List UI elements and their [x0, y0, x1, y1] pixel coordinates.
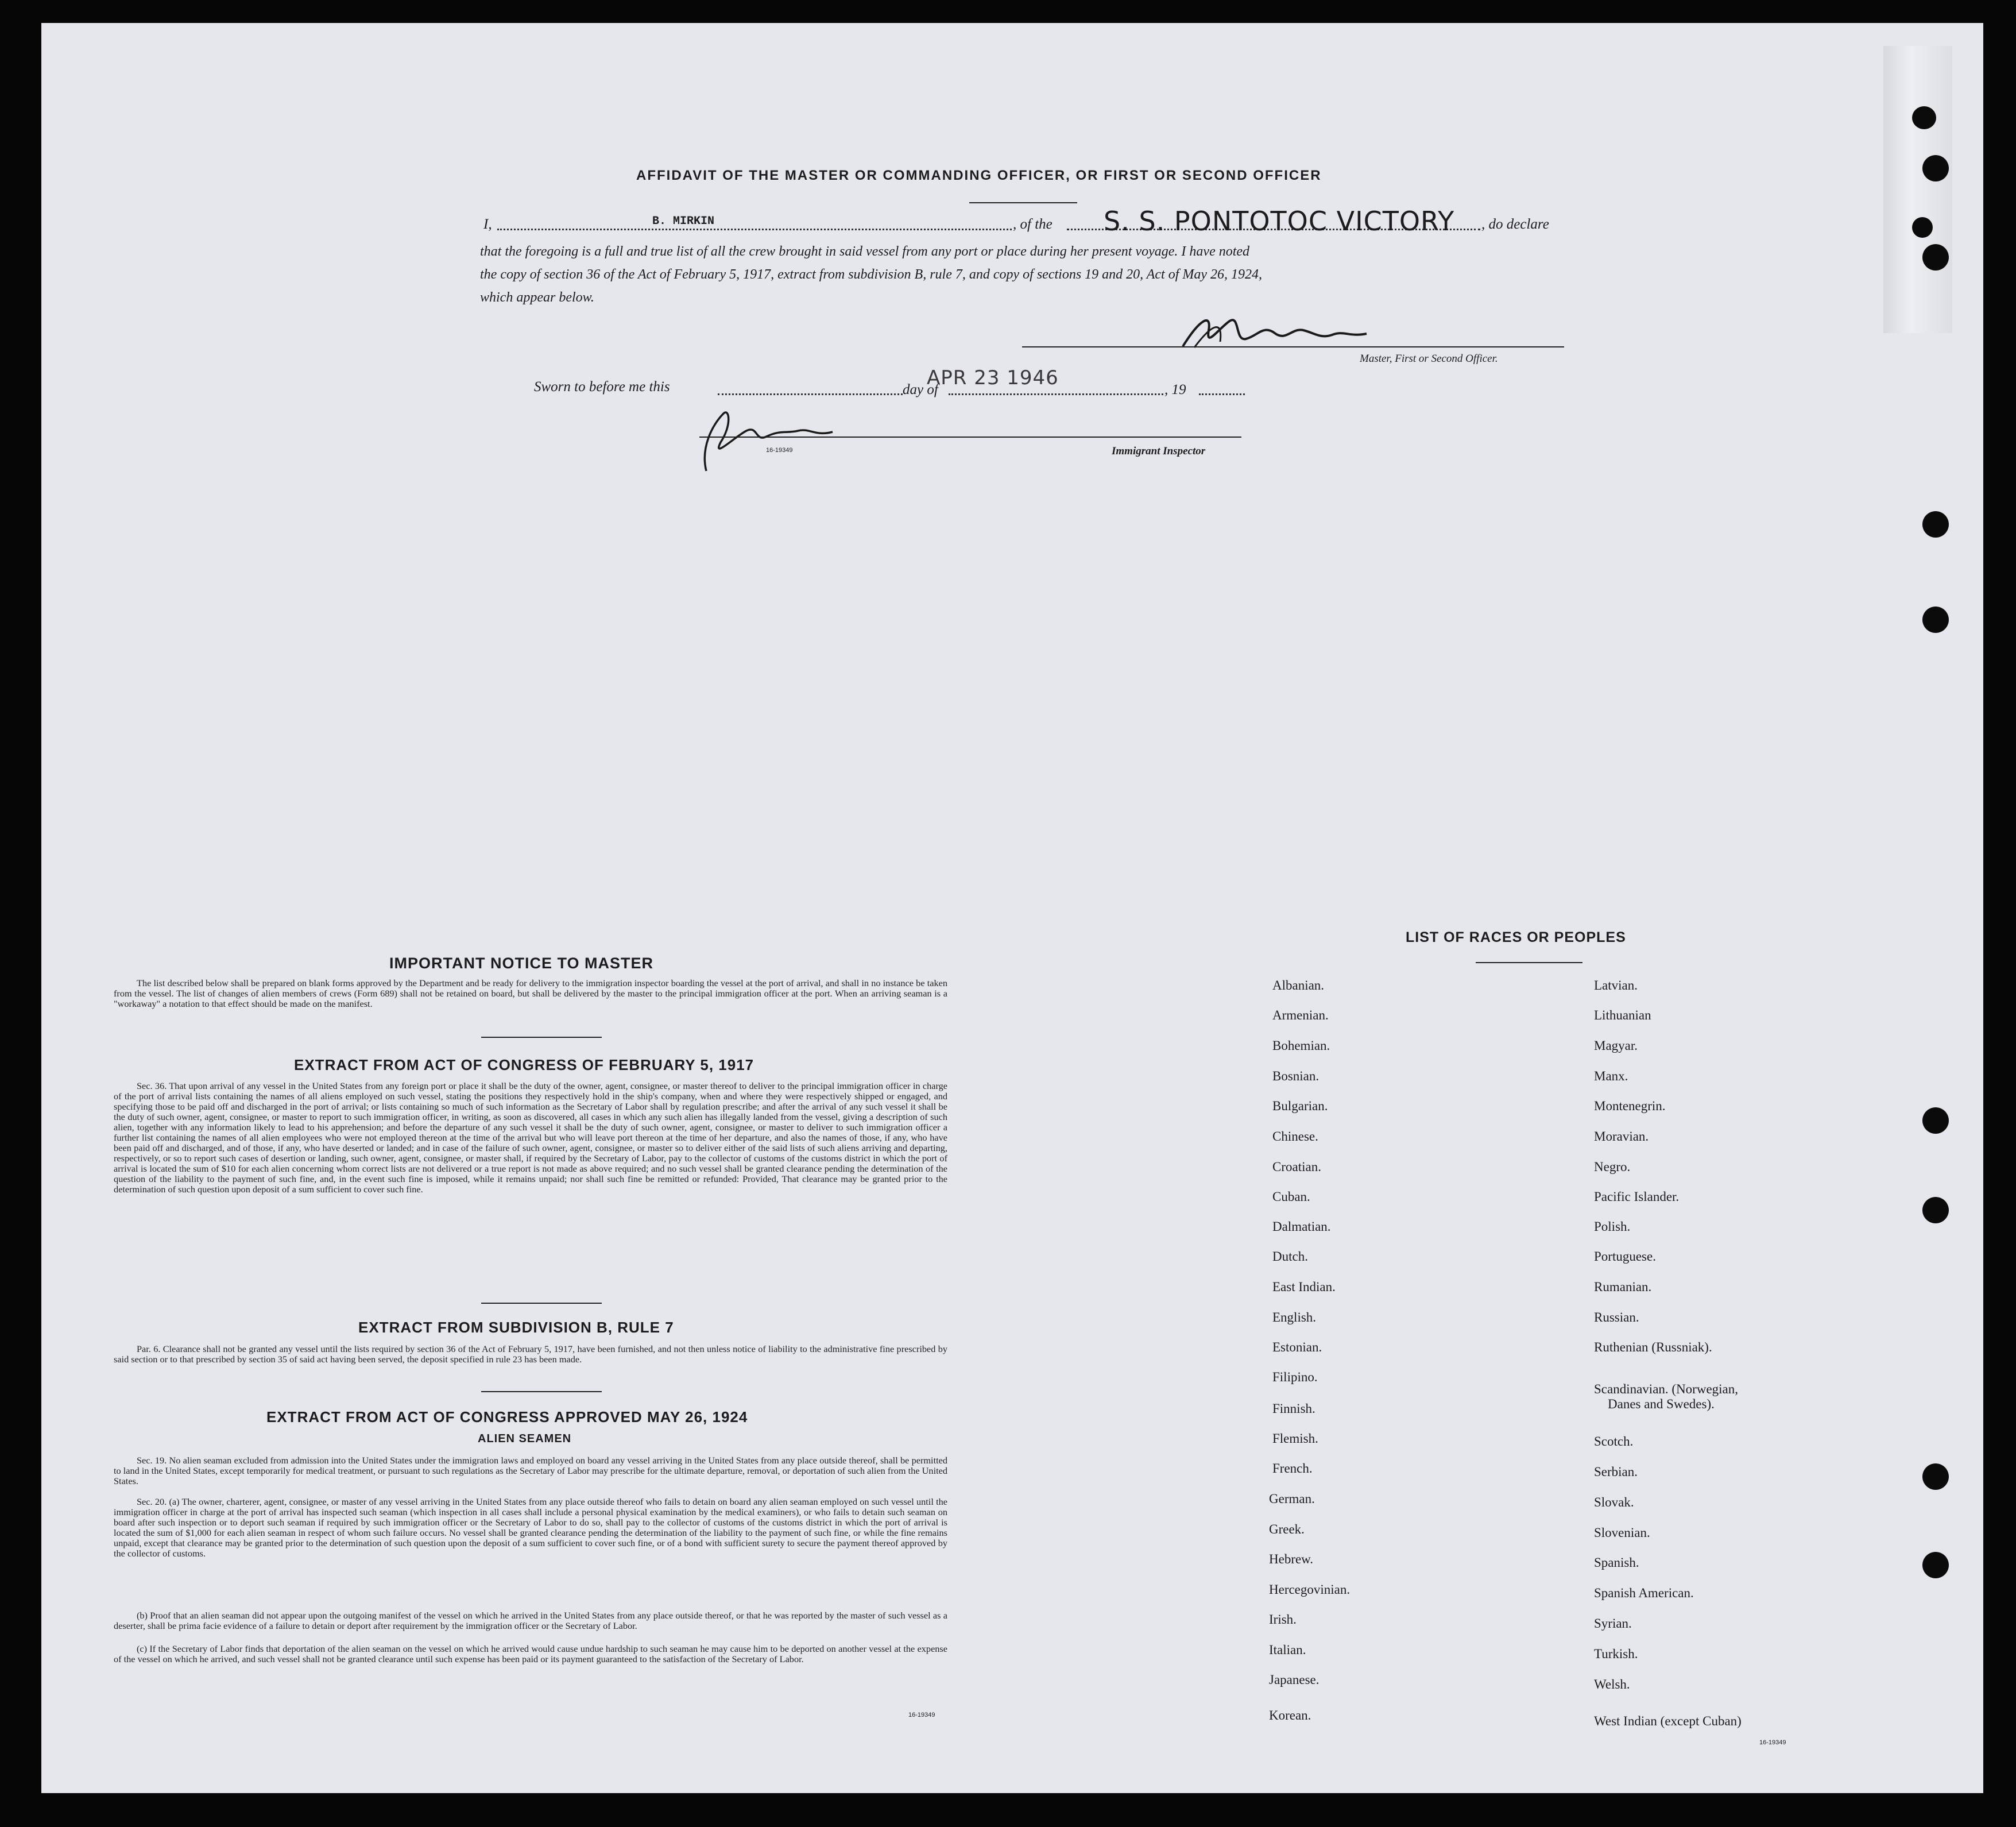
race-item: French. — [1272, 1461, 1313, 1475]
punch-hole — [1922, 607, 1949, 633]
race-item: Negro. — [1594, 1160, 1631, 1174]
punch-hole — [1912, 217, 1933, 238]
extract-1924-title: EXTRACT FROM ACT OF CONGRESS APPROVED MAY 26, 1924 — [266, 1408, 748, 1426]
punch-hole — [1922, 244, 1949, 271]
punch-hole — [1922, 1463, 1949, 1490]
extract-1924-subtitle: ALIEN SEAMEN — [478, 1432, 572, 1445]
form-code: 16-19349 — [1759, 1739, 1786, 1746]
inspector-caption: Immigrant Inspector — [1112, 445, 1206, 457]
form-code: 16-19349 — [908, 1712, 935, 1718]
race-item: Dalmatian. — [1272, 1219, 1331, 1234]
race-item: Portuguese. — [1594, 1249, 1656, 1264]
race-item: Japanese. — [1269, 1673, 1320, 1687]
year-label: , 19 — [1164, 382, 1186, 397]
race-item: Welsh. — [1594, 1677, 1630, 1691]
punch-hole — [1912, 106, 1936, 129]
punch-hole — [1922, 1552, 1949, 1578]
race-item: Serbian. — [1594, 1465, 1638, 1479]
race-item: Italian. — [1269, 1643, 1306, 1657]
race-item: Ruthenian (Russniak). — [1594, 1340, 1712, 1354]
race-item: Lithuanian — [1594, 1008, 1651, 1022]
race-item: Scotch. — [1594, 1434, 1634, 1449]
date-stamp: APR 23 1946 — [927, 366, 1059, 389]
race-item: Estonian. — [1272, 1340, 1322, 1354]
race-item: Slovenian. — [1594, 1525, 1650, 1540]
race-item: German. — [1269, 1492, 1315, 1506]
race-item: Latvian. — [1594, 978, 1638, 992]
extract-rule7-title: EXTRACT FROM SUBDIVISION B, RULE 7 — [358, 1319, 674, 1336]
extract-rule7-text: Par. 6. Clearance shall not be granted any vessel until the lists required by section 36 of the Act of February 5, 1917, have been furnished, and not then unless notice of liability to the administrative fine prescribed by said section or to that prescribed by section 35 of said act having been served, the deposit specified in rule 23 has been made. — [114, 1343, 947, 1365]
race-item: Korean. — [1269, 1708, 1311, 1722]
affidavit-body-line: which appear below. — [480, 290, 594, 305]
race-item: English. — [1272, 1310, 1317, 1324]
race-item: Spanish American. — [1594, 1586, 1694, 1600]
race-item: Polish. — [1594, 1219, 1631, 1234]
divider — [481, 1391, 602, 1392]
extract-1917-text: Sec. 36. That upon arrival of any vessel in the United States from any foreign port or place it shall be the duty of the owner, agent, consignee, or master thereof to deliver to the principal immigration officer in charge of the port of arrival lists containing the names of all aliens employed on such vessel, stating the positions they respectively hold in the ship's company, when and where they were respectively shipped or engaged, and specifying those to be paid off and discharged in the port of arrival; or lists containing so much of such information as the Secretary of Labor shall by regulation prescribe; and after the arrival of any such vessel it shall be the duty of such owner, agent, consignee, or master to report to such immigration officer, in writing, as soon as discovered, all cases in which any such alien has illegally landed from the vessel, giving a description of such alien, together with any information likely to lead to his apprehension; and before the departure of any such vessel it shall be the duty of such owner, agent, consignee, or master to deliver to such immigration officer a further list containing the names of all alien employees who were not employed thereon at the time of the arrival but who will leave port thereon at the time of her departure, and also the names of those, if any, who have been paid off and discharged, and of those, if any, who have deserted or landed; and in case of the failure of such owner, agent, consignee, or master so to deliver either of the said lists of such aliens arriving and departing, respectively, or so to report such cases of desertion or landing, such owner, agent, consignee, or master shall, if required by the Secretary of Labor, pay to the collector of customs of the customs district in which the port of arrival is located the sum of $10 for each alien concerning whom correct lists are not delivered or a true report is not made as above required; and no such vessel shall be granted clearance pending the determination of the question of the liability to the payment of such fine, and, in the event such fine is imposed, while it remains unpaid; nor shall such fine be remitted or refunded: Provided, That clearance may be granted prior to the determination of such question upon deposit of a sum sufficient to cover such fine. — [114, 1080, 947, 1195]
punch-hole — [1922, 511, 1949, 538]
race-item: Cuban. — [1272, 1189, 1310, 1204]
sworn-year-line — [1199, 393, 1245, 395]
race-item: Rumanian. — [1594, 1280, 1652, 1294]
race-item: Finnish. — [1272, 1401, 1315, 1416]
race-item: Bulgarian. — [1272, 1099, 1328, 1113]
sworn-day-line — [718, 393, 903, 395]
form-code: 16-19349 — [766, 447, 793, 454]
sec20b-text: (b) Proof that an alien seaman did not appear upon the outgoing manifest of the vessel on which he arrived in the United States from any place outside thereof, or that he was reported by the master of such vessel as a deserter, shall be prima facie evidence of a failure to detain or deport after requirement by the immigration officer or the Secretary of Labor. — [114, 1610, 947, 1631]
race-item: Flemish. — [1272, 1431, 1318, 1446]
tape-strip — [1883, 46, 1952, 333]
race-item: Dutch. — [1272, 1249, 1308, 1264]
vessel-name: S. S. PONTOTOC VICTORY — [1104, 206, 1455, 237]
notice-text: The list described below shall be prepared on blank forms approved by the Department and be ready for delivery to the immigration inspector boarding the vessel at the port of arrival, and shall in no instance be taken from the vessel. The list of changes of alien members of crews (Form 689) shall not be retained on board, but shall be delivered by the master to the principal immigration officer at the port. When an arriving seaman is a "workaway" a notation to that effect should be made on the manifest. — [114, 978, 947, 1009]
affidavit-i-label: I, — [483, 217, 492, 232]
race-item: Hercegovinian. — [1269, 1582, 1351, 1597]
officer-name: B. MIRKIN — [652, 215, 715, 228]
sworn-month-line — [949, 393, 1163, 395]
punch-hole — [1922, 1107, 1949, 1134]
race-item: Albanian. — [1272, 978, 1325, 992]
race-item: Filipino. — [1272, 1370, 1318, 1384]
race-item: Danes and Swedes). — [1608, 1397, 1715, 1411]
punch-hole — [1922, 155, 1949, 181]
race-item: Bosnian. — [1272, 1069, 1320, 1083]
divider — [481, 1303, 602, 1304]
race-item: Armenian. — [1272, 1008, 1329, 1022]
race-item: Spanish. — [1594, 1555, 1639, 1570]
day-of-label: day of — [903, 382, 938, 397]
race-item: Russian. — [1594, 1310, 1639, 1324]
sec20a-text: Sec. 20. (a) The owner, charterer, agent, consignee, or master of any vessel arriving in the United States from any place outside thereof who fails to detain on board any alien seaman employed on such vessel until the immigration officer in charge at the port of arrival has inspected such seaman (which inspection in all cases shall include a personal physical examination by the medical examiners), or who fails to detain such seaman on board after such inspection or to deport such seaman if required by such immigration officer or the Secretary of Labor to do so, shall pay to the collector of customs of the customs district in which the port of arrival is located the sum of $1,000 for each alien seaman in respect of whom such failure occurs. No vessel shall be granted clearance pending the determination of the liability to the payment of such fine, or while the fine remains unpaid, except that clearance may be granted prior to the determination of such question upon the deposit of a sum sufficient to cover such fine, or of a bond with sufficient surety to secure the payment thereof approved by the collector of customs. — [114, 1496, 947, 1559]
races-title: LIST OF RACES OR PEOPLES — [1406, 929, 1626, 945]
race-item: Scandinavian. (Norwegian, — [1594, 1382, 1739, 1396]
extract-1917-title: EXTRACT FROM ACT OF CONGRESS OF FEBRUARY 5, 1917 — [294, 1056, 754, 1073]
officer-name-line — [497, 229, 1012, 230]
race-item: Montenegrin. — [1594, 1099, 1666, 1113]
race-item: Hebrew. — [1269, 1552, 1314, 1566]
race-item: Moravian. — [1594, 1129, 1649, 1144]
affidavit-title: AFFIDAVIT OF THE MASTER OR COMMANDING OFFICER, OR FIRST OR SECOND OFFICER — [636, 168, 1322, 183]
race-item: Chinese. — [1272, 1129, 1318, 1144]
sec20c-text: (c) If the Secretary of Labor finds that deportation of the alien seaman on the vessel on which he arrived would cause undue hardship to such seaman he may cause him to be deported on another vessel at the expense of the vessel on which he arrived, and such vessel shall not be granted clearance until such expense has been paid or its payment guaranteed to the satisfaction of the Secretary of Labor. — [114, 1643, 947, 1664]
race-item: Manx. — [1594, 1069, 1628, 1083]
divider — [1476, 962, 1582, 963]
affidavit-body-line: the copy of section 36 of the Act of February 5, 1917, extract from subdivision B, rule 7, and copy of sections 19 and 20, Act of May 26, 1924, — [480, 267, 1263, 282]
signature-line — [1022, 346, 1564, 347]
race-item: Slovak. — [1594, 1495, 1634, 1509]
race-item: Pacific Islander. — [1594, 1189, 1680, 1204]
master-caption: Master, First or Second Officer. — [1360, 353, 1498, 365]
sec19-text: Sec. 19. No alien seaman excluded from admission into the United States under the immigration laws and employed on board any vessel arriving in the United States from any place outside thereof, shall be permitted to land in the United States, except temporarily for medical treatment, or pursuant to such regulations as the Secretary of Labor may prescribe for the ultimate departure, removal, or deportation of such alien from the United States. — [114, 1455, 947, 1486]
race-item: Magyar. — [1594, 1038, 1638, 1053]
sworn-label: Sworn to before me this — [534, 379, 670, 395]
inspector-signature — [689, 402, 873, 477]
notice-title: IMPORTANT NOTICE TO MASTER — [389, 955, 653, 972]
affidavit-body-line: that the foregoing is a full and true list of all the crew brought in said vessel from any port or place during her present voyage. I have noted — [480, 244, 1250, 259]
race-item: Bohemian. — [1272, 1038, 1330, 1053]
race-item: Syrian. — [1594, 1616, 1632, 1631]
race-item: Irish. — [1269, 1612, 1297, 1627]
race-item: Turkish. — [1594, 1647, 1638, 1661]
race-item: West Indian (except Cuban) — [1594, 1714, 1742, 1728]
do-declare-label: , do declare — [1481, 217, 1549, 232]
divider — [481, 1037, 602, 1038]
divider — [969, 202, 1077, 203]
race-item: East Indian. — [1272, 1280, 1336, 1294]
of-the-label: , of the — [1013, 217, 1053, 232]
race-item: Croatian. — [1272, 1160, 1321, 1174]
race-item: Greek. — [1269, 1522, 1305, 1536]
inspector-line — [699, 437, 1241, 438]
punch-hole — [1922, 1197, 1949, 1223]
